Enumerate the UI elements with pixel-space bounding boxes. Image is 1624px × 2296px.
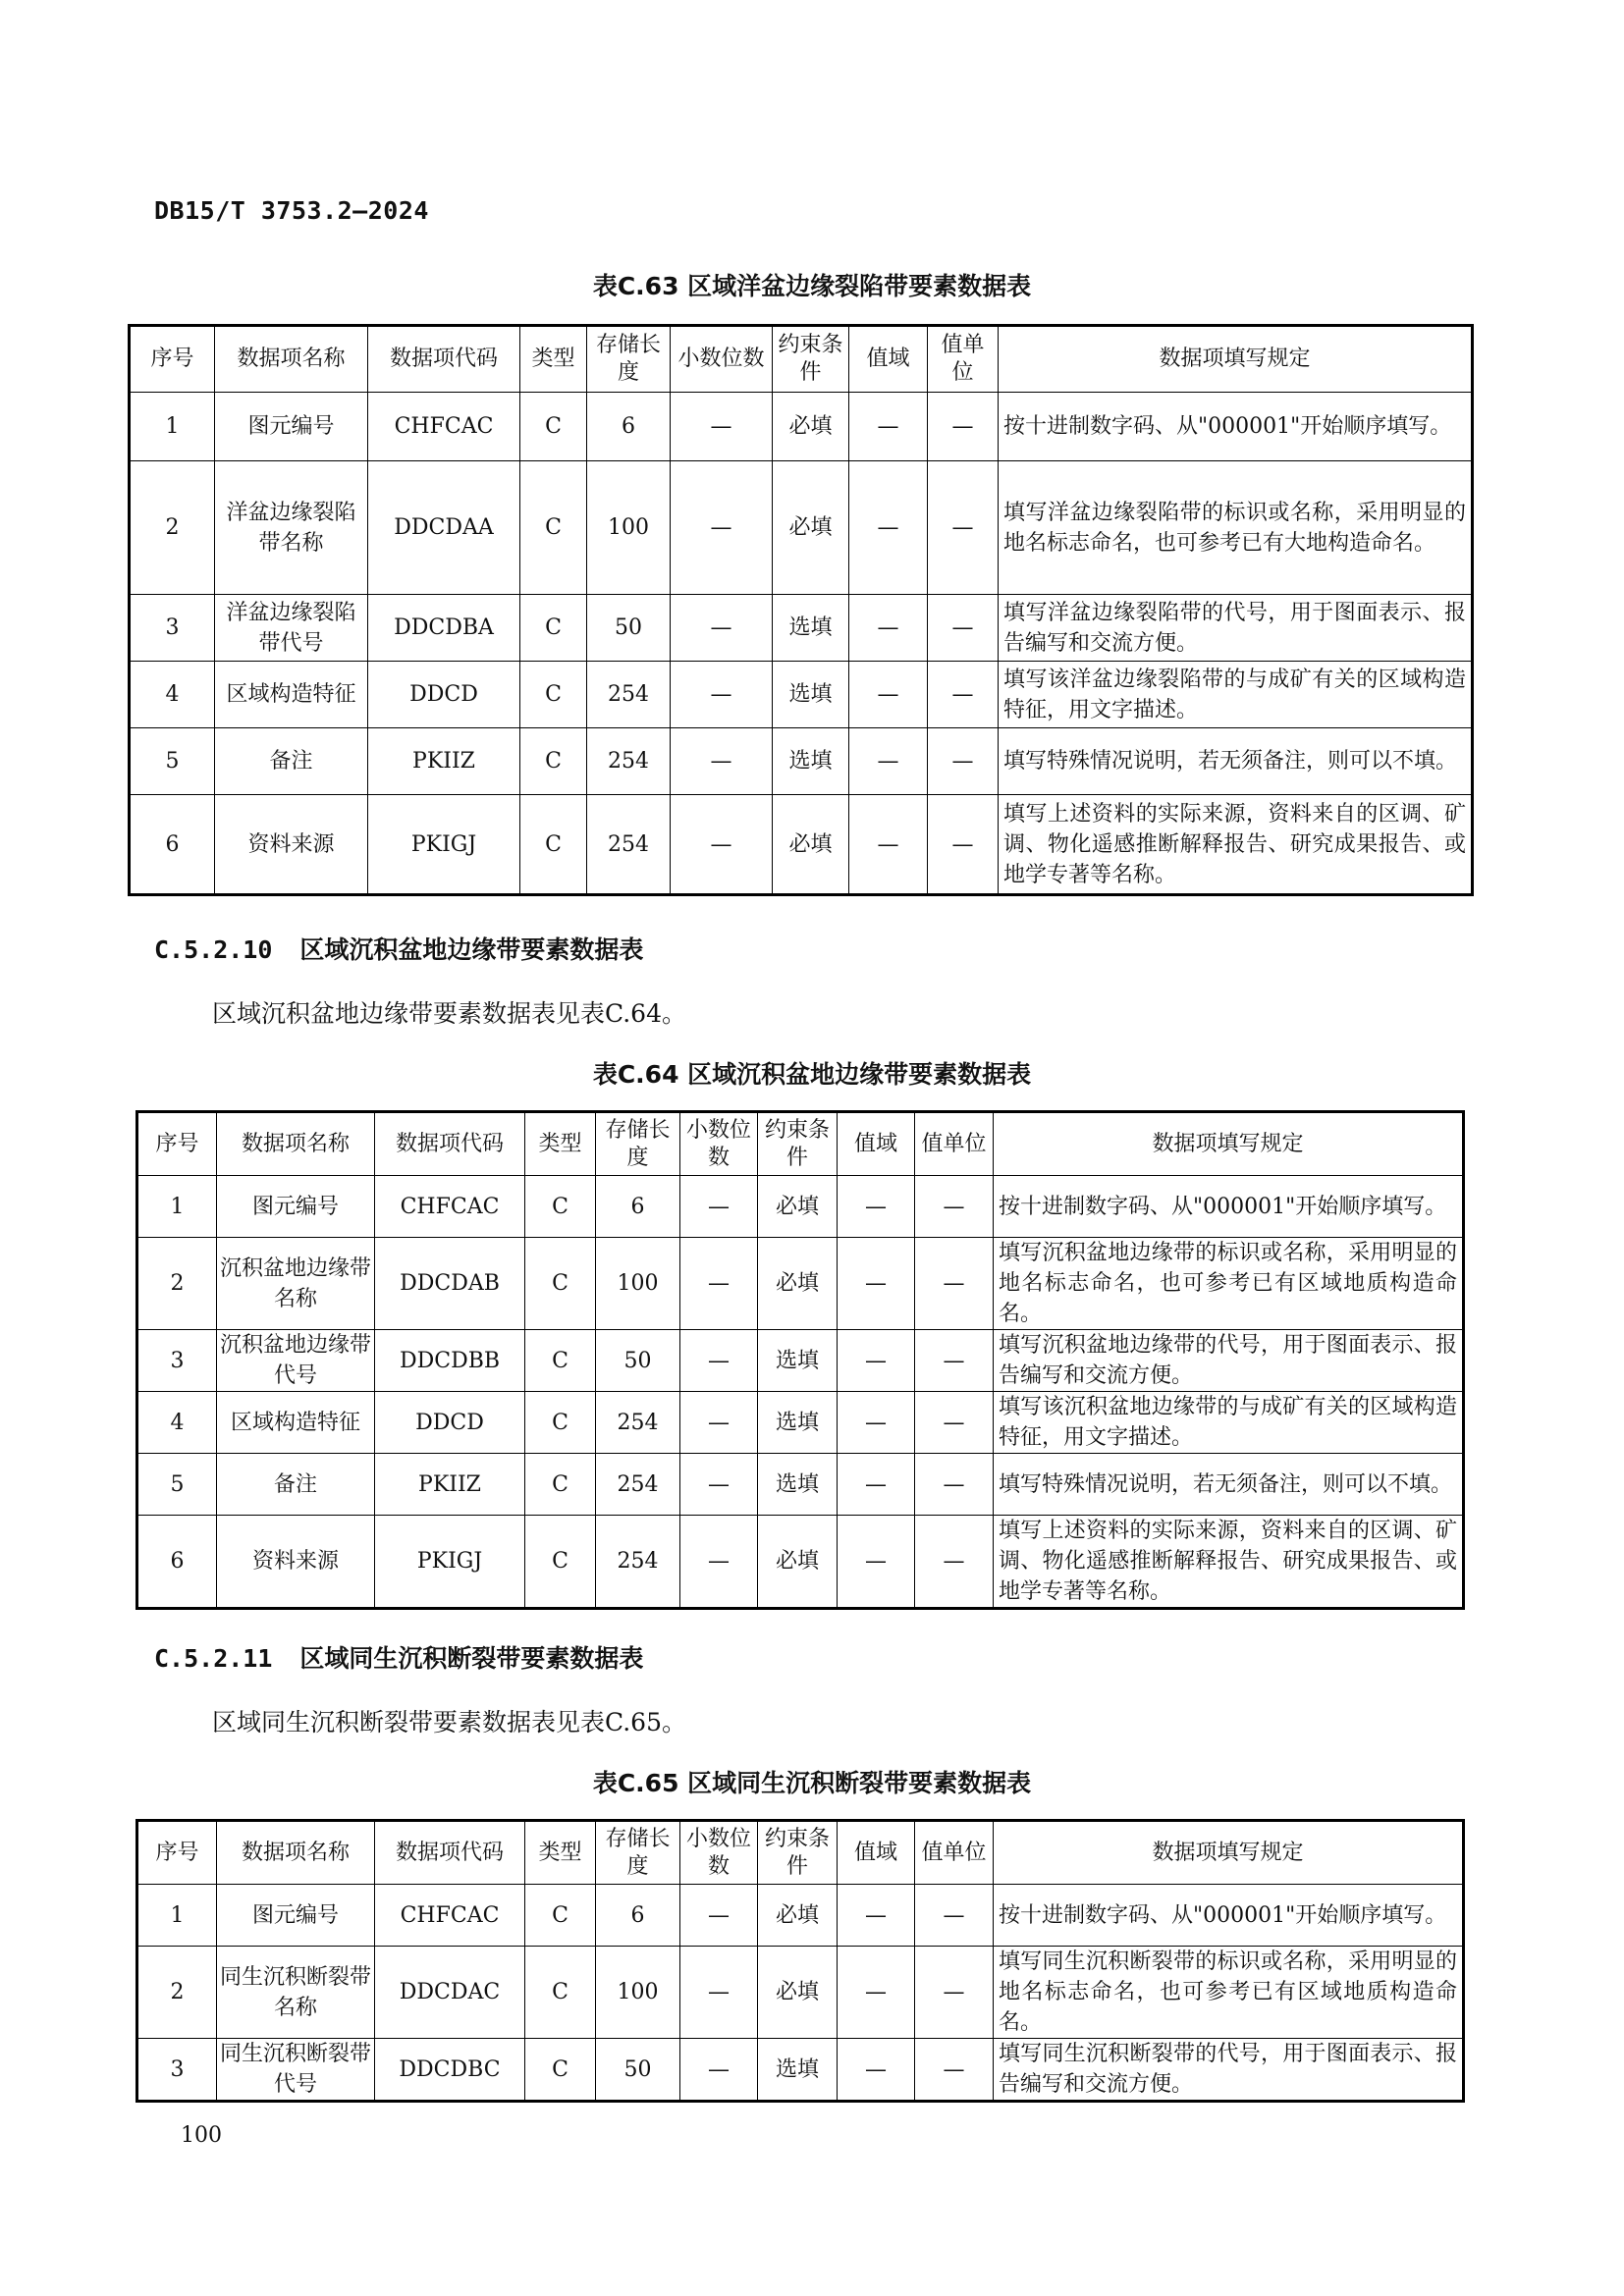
cell-item-name: 同生沉积断裂带代号 — [217, 2039, 375, 2102]
cell-unit: — — [915, 1454, 994, 1516]
cell-unit: — — [915, 1238, 994, 1330]
cell-unit: — — [915, 2039, 994, 2102]
col-header-seq: 序号 — [137, 1112, 217, 1176]
cell-item-name: 资料来源 — [215, 795, 368, 895]
col-header-constraint: 约束条件 — [773, 326, 849, 393]
cell-domain: — — [838, 1947, 915, 2039]
cell-constraint: 必填 — [758, 1238, 838, 1330]
cell-unit: — — [928, 461, 999, 595]
cell-length: 50 — [596, 1330, 680, 1392]
section-number: C.5.2.11 — [154, 1644, 273, 1673]
cell-domain: — — [838, 1454, 915, 1516]
cell-length: 254 — [587, 795, 671, 895]
cell-type: C — [525, 1947, 596, 2039]
cell-domain: — — [849, 461, 928, 595]
table-row — [137, 1176, 1464, 1238]
cell-type: C — [525, 1330, 596, 1392]
cell-length: 50 — [596, 2039, 680, 2102]
cell-constraint: 必填 — [773, 795, 849, 895]
cell-domain: — — [838, 1516, 915, 1609]
cell-item-code: CHFCAC — [375, 1176, 525, 1238]
cell-seq: 2 — [130, 461, 215, 595]
col-header-item-code: 数据项代码 — [375, 1112, 525, 1176]
col-header-item-name: 数据项名称 — [215, 326, 368, 393]
cell-seq: 1 — [137, 1885, 217, 1947]
cell-length: 6 — [587, 393, 671, 461]
cell-item-name: 同生沉积断裂带名称 — [217, 1947, 375, 2039]
cell-unit: — — [915, 1176, 994, 1238]
section-c5211-heading — [154, 1639, 643, 1675]
cell-rule: 填写该沉积盆地边缘带的与成矿有关的区域构造特征，用文字描述。 — [994, 1392, 1464, 1454]
cell-decimal: — — [671, 662, 773, 728]
table-c63-caption: 表C.63 区域洋盆边缘裂陷带要素数据表 — [592, 272, 1032, 300]
cell-item-name: 资料来源 — [217, 1516, 375, 1609]
cell-length: 254 — [587, 662, 671, 728]
cell-unit: — — [915, 1885, 994, 1947]
cell-domain: — — [849, 728, 928, 795]
cell-type: C — [525, 1885, 596, 1947]
cell-type: C — [525, 1516, 596, 1609]
cell-length: 50 — [587, 595, 671, 662]
cell-decimal: — — [680, 1947, 758, 2039]
cell-item-code: PKIGJ — [375, 1516, 525, 1609]
cell-unit: — — [915, 1392, 994, 1454]
cell-length: 254 — [587, 728, 671, 795]
cell-item-code: DDCD — [368, 662, 520, 728]
cell-decimal: — — [680, 2039, 758, 2102]
cell-item-name: 洋盆边缘裂陷带代号 — [215, 595, 368, 662]
cell-item-name: 沉积盆地边缘带代号 — [217, 1330, 375, 1392]
cell-unit: — — [915, 1330, 994, 1392]
cell-unit: — — [928, 595, 999, 662]
cell-type: C — [525, 1176, 596, 1238]
cell-rule: 填写上述资料的实际来源，资料来自的区调、矿调、物化遥感推断解释报告、研究成果报告、或地学专著等名称。 — [994, 1516, 1464, 1609]
cell-item-code: PKIIZ — [368, 728, 520, 795]
cell-constraint: 必填 — [758, 1885, 838, 1947]
col-header-item-name: 数据项名称 — [217, 1821, 375, 1885]
cell-seq: 4 — [130, 662, 215, 728]
col-header-seq: 序号 — [130, 326, 215, 393]
cell-domain: — — [838, 1176, 915, 1238]
col-header-unit: 值单位 — [928, 326, 999, 393]
cell-item-code: CHFCAC — [368, 393, 520, 461]
cell-decimal: — — [680, 1392, 758, 1454]
cell-rule: 填写沉积盆地边缘带的标识或名称，采用明显的地名标志命名，也可参考已有区域地质构造命名。 — [994, 1238, 1464, 1330]
cell-seq: 6 — [130, 795, 215, 895]
cell-domain: — — [849, 662, 928, 728]
cell-item-name: 备注 — [215, 728, 368, 795]
cell-item-code: DDCD — [375, 1392, 525, 1454]
cell-rule: 填写洋盆边缘裂陷带的代号，用于图面表示、报告编写和交流方便。 — [999, 595, 1473, 662]
cell-length: 6 — [596, 1176, 680, 1238]
col-header-domain: 值域 — [838, 1821, 915, 1885]
cell-domain: — — [838, 1885, 915, 1947]
cell-constraint: 必填 — [773, 461, 849, 595]
cell-unit: — — [915, 1947, 994, 2039]
cell-item-name: 洋盆边缘裂陷带名称 — [215, 461, 368, 595]
cell-constraint: 选填 — [773, 728, 849, 795]
cell-unit: — — [928, 393, 999, 461]
col-header-length: 存储长度 — [587, 326, 671, 393]
cell-seq: 5 — [137, 1454, 217, 1516]
section-c5210-heading — [154, 931, 643, 966]
cell-item-code: DDCDBC — [375, 2039, 525, 2102]
cell-decimal: — — [680, 1176, 758, 1238]
cell-type: C — [525, 2039, 596, 2102]
col-header-rule: 数据项填写规定 — [994, 1821, 1464, 1885]
cell-domain: — — [838, 1330, 915, 1392]
cell-type: C — [520, 662, 587, 728]
cell-domain: — — [838, 1392, 915, 1454]
section-number: C.5.2.10 — [154, 935, 273, 964]
cell-decimal: — — [680, 1238, 758, 1330]
cell-decimal: — — [680, 1330, 758, 1392]
cell-unit: — — [928, 728, 999, 795]
col-header-type: 类型 — [525, 1112, 596, 1176]
cell-type: C — [525, 1392, 596, 1454]
table-c64-caption: 表C.64 区域沉积盆地边缘带要素数据表 — [592, 1060, 1032, 1089]
col-header-length: 存储长度 — [596, 1821, 680, 1885]
cell-item-name: 区域构造特征 — [217, 1392, 375, 1454]
cell-constraint: 必填 — [758, 1176, 838, 1238]
col-header-decimal: 小数位数 — [671, 326, 773, 393]
standard-code: DB15/T 3753.2—2024 — [154, 196, 429, 225]
page-number: 100 — [181, 2123, 222, 2148]
cell-length: 254 — [596, 1516, 680, 1609]
cell-seq: 3 — [137, 1330, 217, 1392]
col-header-unit: 值单位 — [915, 1821, 994, 1885]
cell-decimal: — — [671, 461, 773, 595]
cell-type: C — [520, 595, 587, 662]
cell-length: 254 — [596, 1454, 680, 1516]
cell-seq: 1 — [130, 393, 215, 461]
cell-decimal: — — [671, 393, 773, 461]
cell-constraint: 选填 — [758, 1392, 838, 1454]
cell-item-name: 图元编号 — [217, 1885, 375, 1947]
table-row — [137, 2039, 1464, 2102]
table-row — [130, 795, 1473, 895]
col-header-type: 类型 — [525, 1821, 596, 1885]
cell-item-code: DDCDBA — [368, 595, 520, 662]
cell-rule: 填写沉积盆地边缘带的代号，用于图面表示、报告编写和交流方便。 — [994, 1330, 1464, 1392]
cell-constraint: 选填 — [758, 1454, 838, 1516]
cell-item-name: 沉积盆地边缘带名称 — [217, 1238, 375, 1330]
cell-length: 100 — [596, 1947, 680, 2039]
table-row — [130, 728, 1473, 795]
cell-item-code: DDCDBB — [375, 1330, 525, 1392]
cell-rule: 按十进制数字码、从"000001"开始顺序填写。 — [999, 393, 1473, 461]
cell-length: 100 — [587, 461, 671, 595]
table-c64 — [135, 1110, 1465, 1610]
table-c65 — [135, 1819, 1465, 2103]
table-row — [137, 1238, 1464, 1330]
cell-constraint: 必填 — [758, 1947, 838, 2039]
section-title: 区域同生沉积断裂带要素数据表 — [299, 1644, 644, 1673]
col-header-type: 类型 — [520, 326, 587, 393]
cell-constraint: 必填 — [773, 393, 849, 461]
header-row — [137, 1821, 1464, 1885]
cell-decimal: — — [671, 595, 773, 662]
cell-item-code: CHFCAC — [375, 1885, 525, 1947]
table-row — [130, 461, 1473, 595]
cell-seq: 6 — [137, 1516, 217, 1609]
cell-constraint: 必填 — [758, 1516, 838, 1609]
col-header-item-code: 数据项代码 — [375, 1821, 525, 1885]
cell-type: C — [520, 795, 587, 895]
cell-item-name: 备注 — [217, 1454, 375, 1516]
cell-constraint: 选填 — [758, 2039, 838, 2102]
table-row — [137, 1516, 1464, 1609]
cell-item-code: DDCDAC — [375, 1947, 525, 2039]
col-header-length: 存储长度 — [596, 1112, 680, 1176]
table-row — [130, 393, 1473, 461]
table-row — [137, 1454, 1464, 1516]
col-header-decimal: 小数位数 — [680, 1112, 758, 1176]
cell-type: C — [525, 1454, 596, 1516]
col-header-item-code: 数据项代码 — [368, 326, 520, 393]
cell-length: 6 — [596, 1885, 680, 1947]
cell-item-name: 区域构造特征 — [215, 662, 368, 728]
cell-decimal: — — [680, 1454, 758, 1516]
cell-item-code: DDCDAA — [368, 461, 520, 595]
cell-domain: — — [849, 595, 928, 662]
cell-decimal: — — [671, 795, 773, 895]
cell-rule: 按十进制数字码、从"000001"开始顺序填写。 — [994, 1885, 1464, 1947]
header-row — [137, 1112, 1464, 1176]
col-header-seq: 序号 — [137, 1821, 217, 1885]
cell-type: C — [525, 1238, 596, 1330]
cell-unit: — — [928, 662, 999, 728]
cell-seq: 5 — [130, 728, 215, 795]
table-row — [130, 595, 1473, 662]
cell-rule: 按十进制数字码、从"000001"开始顺序填写。 — [994, 1176, 1464, 1238]
section-title: 区域沉积盆地边缘带要素数据表 — [299, 935, 644, 964]
cell-domain: — — [849, 795, 928, 895]
col-header-rule: 数据项填写规定 — [999, 326, 1473, 393]
col-header-decimal: 小数位数 — [680, 1821, 758, 1885]
cell-type: C — [520, 728, 587, 795]
cell-item-name: 图元编号 — [215, 393, 368, 461]
col-header-unit: 值单位 — [915, 1112, 994, 1176]
cell-seq: 2 — [137, 1947, 217, 2039]
table-row — [130, 662, 1473, 728]
cell-item-code: DDCDAB — [375, 1238, 525, 1330]
table-row — [137, 1392, 1464, 1454]
cell-seq: 3 — [130, 595, 215, 662]
cell-seq: 1 — [137, 1176, 217, 1238]
cell-type: C — [520, 393, 587, 461]
col-header-rule: 数据项填写规定 — [994, 1112, 1464, 1176]
section-c5211-paragraph: 区域同生沉积断裂带要素数据表见表C.65。 — [212, 1708, 686, 1736]
cell-rule: 填写同生沉积断裂带的标识或名称，采用明显的地名标志命名，也可参考已有区域地质构造命名。 — [994, 1947, 1464, 2039]
col-header-item-name: 数据项名称 — [217, 1112, 375, 1176]
cell-rule: 填写洋盆边缘裂陷带的标识或名称，采用明显的地名标志命名，也可参考已有大地构造命名。 — [999, 461, 1473, 595]
table-row — [137, 1947, 1464, 2039]
cell-length: 100 — [596, 1238, 680, 1330]
cell-decimal: — — [680, 1516, 758, 1609]
cell-constraint: 选填 — [758, 1330, 838, 1392]
table-row — [137, 1330, 1464, 1392]
col-header-constraint: 约束条件 — [758, 1821, 838, 1885]
cell-item-name: 图元编号 — [217, 1176, 375, 1238]
cell-constraint: 选填 — [773, 662, 849, 728]
table-c65-caption: 表C.65 区域同生沉积断裂带要素数据表 — [592, 1769, 1032, 1797]
col-header-domain: 值域 — [838, 1112, 915, 1176]
table-c63 — [128, 324, 1474, 896]
cell-rule: 填写上述资料的实际来源，资料来自的区调、矿调、物化遥感推断解释报告、研究成果报告、或地学专著等名称。 — [999, 795, 1473, 895]
cell-length: 254 — [596, 1392, 680, 1454]
cell-seq: 4 — [137, 1392, 217, 1454]
cell-decimal: — — [671, 728, 773, 795]
cell-decimal: — — [680, 1885, 758, 1947]
cell-constraint: 选填 — [773, 595, 849, 662]
cell-unit: — — [915, 1516, 994, 1609]
cell-domain: — — [849, 393, 928, 461]
table-row — [137, 1885, 1464, 1947]
cell-unit: — — [928, 795, 999, 895]
col-header-constraint: 约束条件 — [758, 1112, 838, 1176]
cell-rule: 填写该洋盆边缘裂陷带的与成矿有关的区域构造特征，用文字描述。 — [999, 662, 1473, 728]
cell-item-code: PKIGJ — [368, 795, 520, 895]
cell-domain: — — [838, 2039, 915, 2102]
cell-seq: 2 — [137, 1238, 217, 1330]
cell-seq: 3 — [137, 2039, 217, 2102]
cell-domain: — — [838, 1238, 915, 1330]
cell-rule: 填写同生沉积断裂带的代号，用于图面表示、报告编写和交流方便。 — [994, 2039, 1464, 2102]
cell-type: C — [520, 461, 587, 595]
cell-item-code: PKIIZ — [375, 1454, 525, 1516]
cell-rule: 填写特殊情况说明，若无须备注，则可以不填。 — [999, 728, 1473, 795]
section-c5210-paragraph: 区域沉积盆地边缘带要素数据表见表C.64。 — [212, 999, 686, 1028]
col-header-domain: 值域 — [849, 326, 928, 393]
cell-rule: 填写特殊情况说明，若无须备注，则可以不填。 — [994, 1454, 1464, 1516]
header-row — [130, 326, 1473, 393]
